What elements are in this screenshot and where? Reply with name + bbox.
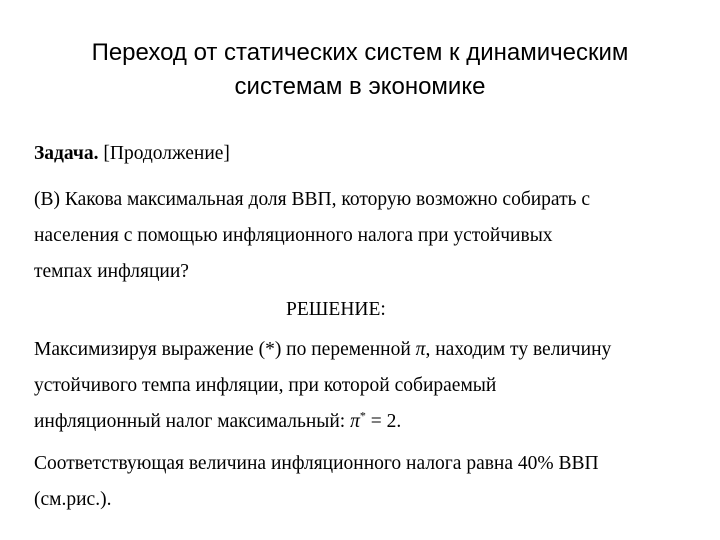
title-line-2: системам в экономике <box>234 73 486 100</box>
slide-body <box>34 136 692 518</box>
solution-line-1b: , находим ту величину <box>425 339 612 360</box>
pi-star-symbol: π <box>350 411 360 432</box>
solution-line-2: устойчивого темпа инфляции, при которой собираемый <box>34 375 497 396</box>
result-line-2: (см.рис.). <box>34 489 112 510</box>
question-line-1: (В) Какова максимальная доля ВВП, которую возможно собирать с <box>34 189 591 210</box>
pi-symbol: π <box>415 339 426 360</box>
task-label: Задача. <box>34 143 99 164</box>
question-line-3: темпах инфляции? <box>34 261 189 282</box>
title-line-1: Переход от статических систем к динамическим <box>91 39 629 66</box>
result-paragraph <box>34 446 692 518</box>
solution-line-3b: = 2. <box>365 411 402 432</box>
solution-line-3a: инфляционный налог максимальный: <box>34 411 351 432</box>
star-superscript: * <box>359 408 366 423</box>
solution-paragraph <box>34 332 692 440</box>
solution-heading: РЕШЕНИЕ: <box>286 299 386 320</box>
result-line-1: Соответствующая величина инфляционного налога равна 40% ВВП <box>34 453 599 474</box>
slide-title <box>20 36 700 104</box>
task-note: [Продолжение] <box>98 143 230 164</box>
task-header <box>34 136 692 172</box>
question-line-2: населения с помощью инфляционного налога при устойчивых <box>34 225 553 246</box>
question-paragraph <box>34 182 692 290</box>
solution-line-1a: Максимизируя выражение (*) по переменной <box>34 339 416 360</box>
